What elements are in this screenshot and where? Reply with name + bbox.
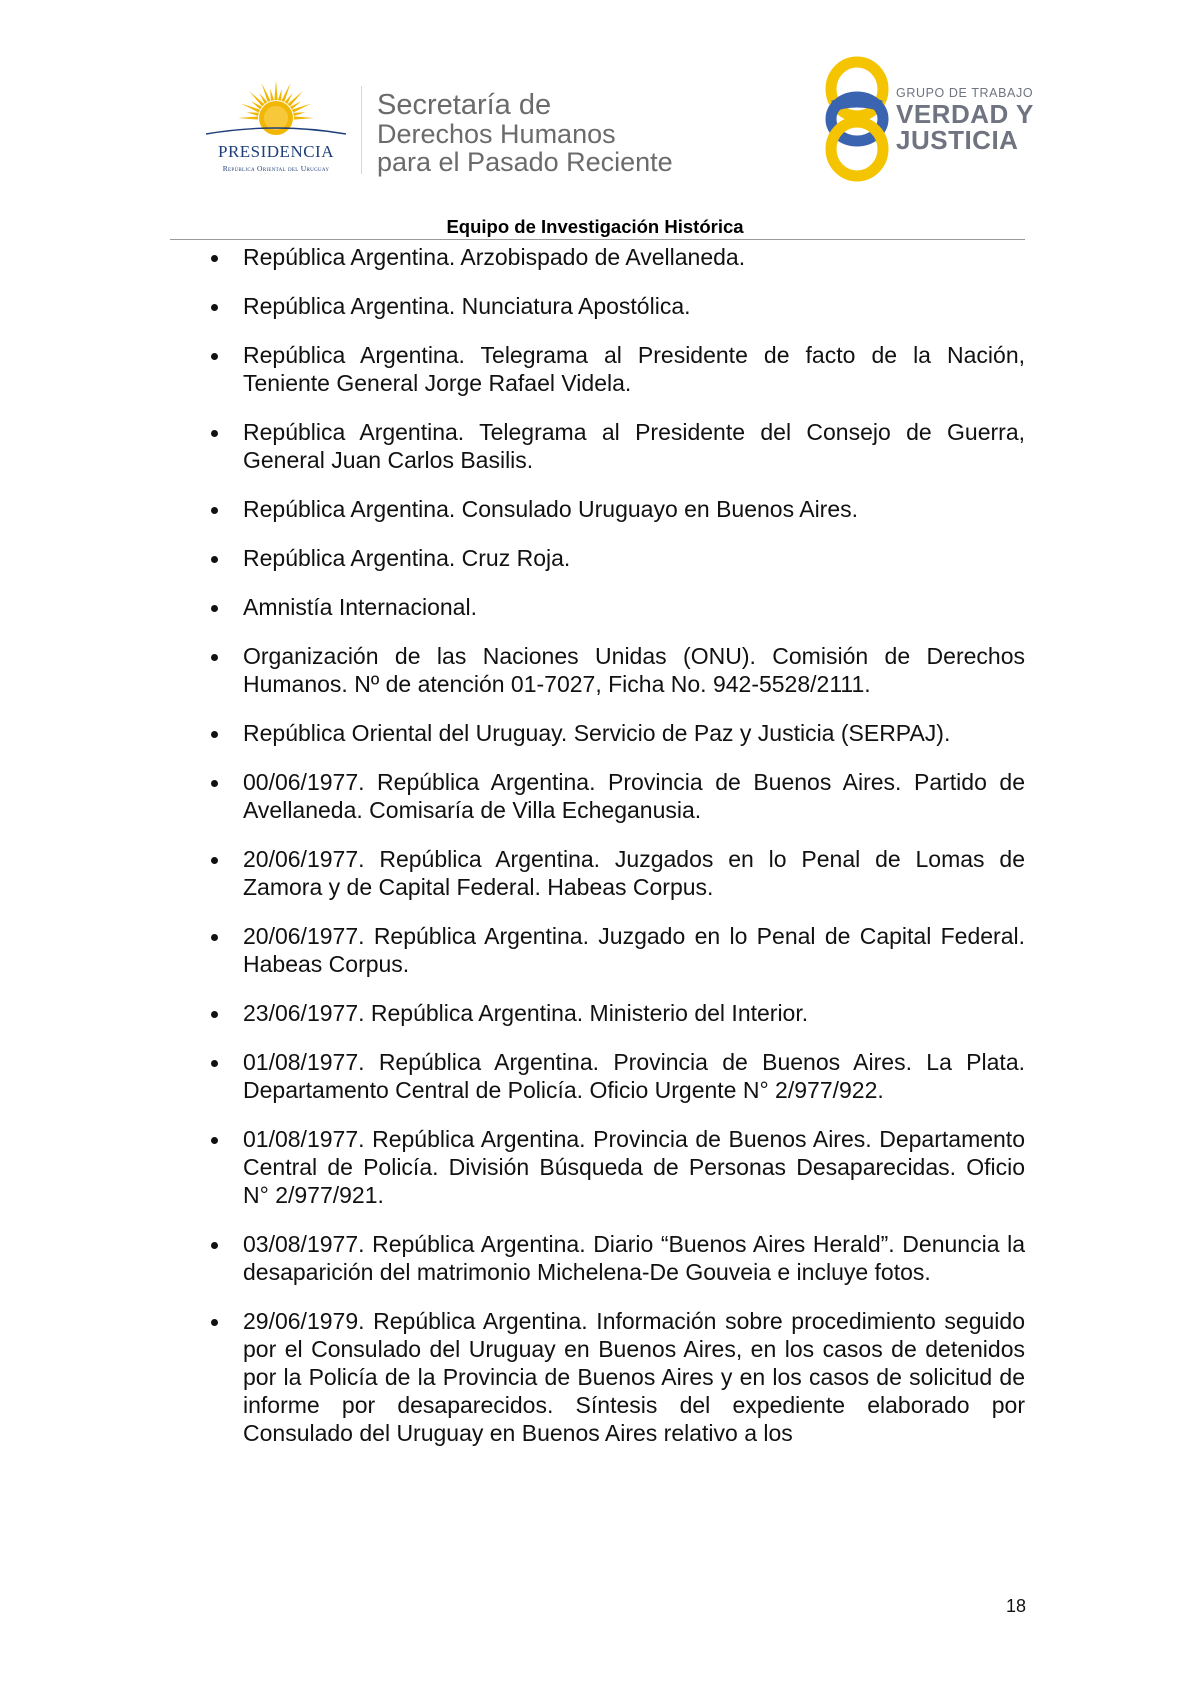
bullet-icon (211, 1242, 218, 1249)
presidencia-logo (196, 78, 356, 178)
header-divider (361, 86, 362, 174)
bullet-icon (211, 1137, 218, 1144)
interlocking-rings-icon (822, 56, 892, 182)
list-item (205, 418, 1025, 474)
list-item (205, 243, 1025, 271)
list-item (205, 1307, 1025, 1447)
list-item (205, 642, 1025, 698)
verdad-justicia-logo (822, 56, 1032, 182)
bullet-icon (211, 654, 218, 661)
verdad-label: VERDAD Y (896, 99, 1034, 129)
list-item (205, 341, 1025, 397)
list-item (205, 922, 1025, 978)
bullet-icon (211, 304, 218, 311)
list-item (205, 845, 1025, 901)
bullet-icon (211, 255, 218, 262)
list-item (205, 544, 1025, 572)
list-item-text: 01/08/1977. República Argentina. Provincia de Buenos Aires. La Plata. Departamento Central de Policía. Oficio Urgente N° 2/977/922. (243, 1049, 1025, 1103)
list-item-text: República Argentina. Telegrama al Presidente de facto de la Nación, Teniente General Jorge Rafael Videla. (243, 342, 1025, 396)
bullet-icon (211, 934, 218, 941)
secretaria-line-2: Derechos Humanos (377, 119, 616, 149)
list-item-text: República Argentina. Arzobispado de Avellaneda. (243, 244, 746, 270)
list-item-text: República Argentina. Cruz Roja. (243, 545, 571, 571)
list-item (205, 1125, 1025, 1209)
list-item-text: Organización de las Naciones Unidas (ONU). Comisión de Derechos Humanos. Nº de atención 01-7027, Ficha No. 942-5528/2111. (243, 643, 1025, 697)
list-item-text: República Oriental del Uruguay. Servicio de Paz y Justicia (SERPAJ). (243, 720, 951, 746)
secretaria-line-1: Secretaría de (377, 89, 552, 121)
bullet-icon (211, 507, 218, 514)
page-header (0, 0, 1190, 245)
list-item (205, 1230, 1025, 1286)
bullet-icon (211, 731, 218, 738)
list-item (205, 768, 1025, 824)
bullet-icon (211, 353, 218, 360)
list-item (205, 1048, 1025, 1104)
list-item-text: 20/06/1977. República Argentina. Juzgado en lo Penal de Capital Federal. Habeas Corpus. (243, 923, 1025, 977)
list-item-text: 00/06/1977. República Argentina. Provincia de Buenos Aires. Partido de Avellaneda. Comisaría de Villa Echeganusia. (243, 769, 1025, 823)
list-item-text: República Argentina. Consulado Uruguayo en Buenos Aires. (243, 496, 859, 522)
list-item-text: 20/06/1977. República Argentina. Juzgados en lo Penal de Lomas de Zamora y de Capital Federal. Habeas Corpus. (243, 846, 1025, 900)
list-item-text: República Argentina. Nunciatura Apostólica. (243, 293, 691, 319)
justicia-label: JUSTICIA (896, 125, 1019, 155)
bullet-icon (211, 1011, 218, 1018)
list-item (205, 719, 1025, 747)
bullet-icon (211, 857, 218, 864)
bullet-icon (211, 430, 218, 437)
list-item-text: 29/06/1979. República Argentina. Información sobre procedimiento seguido por el Consulado del Uruguay en Buenos Aires, en los casos de detenidos por la Policía de la Provincia de Buenos Aires y en los casos de solicitud de informe por desaparecidos. Síntesis del expediente elaborado por Consulado del Uruguay en Buenos Aires relativo a los (243, 1308, 1025, 1446)
list-item-text: 03/08/1977. República Argentina. Diario “Buenos Aires Herald”. Denuncia la desaparición del matrimonio Michelena-De Gouveia e incluye fotos. (243, 1231, 1025, 1285)
list-item-text: República Argentina. Telegrama al Presidente del Consejo de Guerra, General Juan Carlos Basilis. (243, 419, 1025, 473)
list-item-text: 23/06/1977. República Argentina. Ministerio del Interior. (243, 1000, 809, 1026)
list-item (205, 999, 1025, 1027)
list-item-text: 01/08/1977. República Argentina. Provincia de Buenos Aires. Departamento Central de Policía. División Búsqueda de Personas Desaparecidas. Oficio N° 2/977/921. (243, 1126, 1025, 1208)
bullet-icon (211, 780, 218, 787)
list-item-text: Amnistía Internacional. (243, 594, 477, 620)
list-item (205, 495, 1025, 523)
secretaria-title (377, 90, 707, 176)
secretaria-line-3: para el Pasado Reciente (377, 147, 673, 177)
team-title: Equipo de Investigación Histórica (446, 216, 744, 237)
grupo-trabajo-label: GRUPO DE TRABAJO (896, 86, 1034, 100)
bullet-icon (211, 556, 218, 563)
list-item (205, 292, 1025, 320)
presidencia-name: PRESIDENCIA (217, 142, 334, 161)
sun-emblem-icon (196, 78, 356, 148)
document-bullet-list (205, 243, 1025, 1468)
bullet-icon (211, 1060, 218, 1067)
list-item (205, 593, 1025, 621)
bullet-icon (211, 1319, 218, 1326)
header-rule (170, 239, 1025, 240)
presidencia-subtitle: República Oriental del Uruguay (222, 164, 330, 173)
bullet-icon (211, 605, 218, 612)
page-number: 18 (1005, 1596, 1026, 1616)
